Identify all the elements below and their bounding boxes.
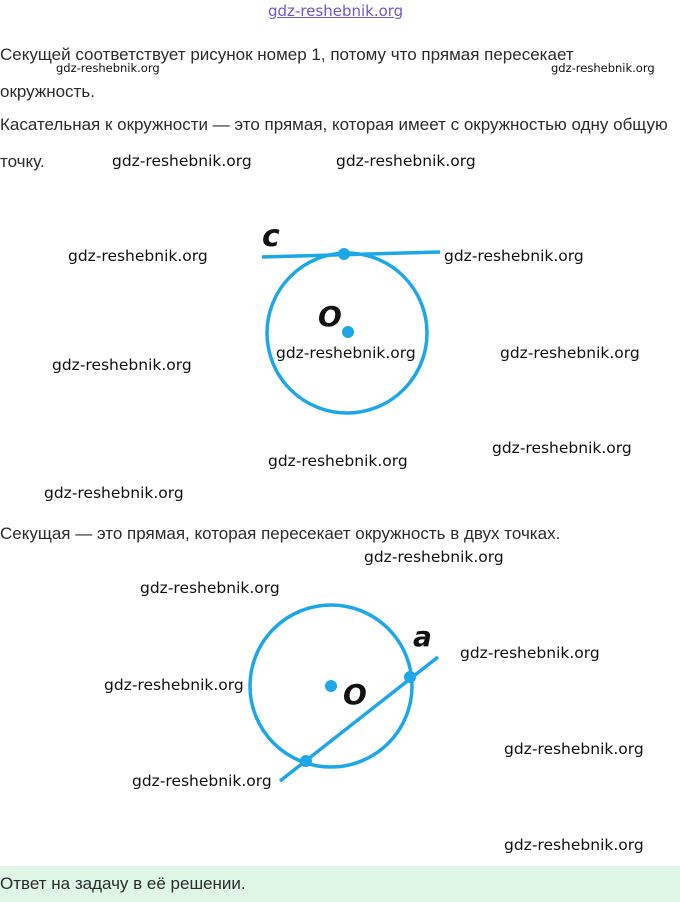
label-c: c xyxy=(262,219,280,254)
label-a: a xyxy=(413,620,432,653)
figure-tangent xyxy=(262,219,440,413)
intersection-point-1 xyxy=(404,671,416,683)
watermark: gdz-reshebnik.org xyxy=(104,676,244,694)
watermark: gdz-reshebnik.org xyxy=(500,344,640,362)
watermark: gdz-reshebnik.org xyxy=(460,644,600,662)
paragraph-secant-definition: Секущая — это прямая, которая пересекает окружность в двух точках. xyxy=(0,524,561,543)
label-o-1: O xyxy=(318,300,342,333)
watermark: gdz-reshebnik.org xyxy=(68,247,208,265)
watermark: gdz-reshebnik.org xyxy=(492,439,632,457)
watermark: gdz-reshebnik.org xyxy=(56,61,160,75)
watermark: gdz-reshebnik.org xyxy=(551,61,655,75)
watermark: gdz-reshebnik.org xyxy=(132,772,272,790)
label-o-2: O xyxy=(343,678,367,711)
watermark: gdz-reshebnik.org xyxy=(268,452,408,470)
watermark: gdz-reshebnik.org xyxy=(504,836,644,854)
watermark: gdz-reshebnik.org xyxy=(444,247,584,265)
watermark: gdz-reshebnik.org xyxy=(112,152,252,170)
answer-box xyxy=(0,866,680,902)
watermark: gdz-reshebnik.org xyxy=(140,579,280,597)
watermark: gdz-reshebnik.org xyxy=(336,152,476,170)
watermark: gdz-reshebnik.org xyxy=(52,356,192,374)
center-point-1 xyxy=(342,326,354,338)
center-point-2 xyxy=(325,680,337,692)
watermark: gdz-reshebnik.org xyxy=(276,344,416,362)
watermark: gdz-reshebnik.org xyxy=(364,548,504,566)
paragraph-tangent-definition: Касательная к окружности — это прямая, которая имеет с окружностью одну общую точку. xyxy=(0,115,668,171)
watermark: gdz-reshebnik.org xyxy=(44,484,184,502)
answer-text: Ответ на задачу в её решении. xyxy=(0,874,246,893)
intersection-point-2 xyxy=(300,755,312,767)
figure-secant xyxy=(250,605,438,781)
watermark: gdz-reshebnik.org xyxy=(504,740,644,758)
tangent-point xyxy=(338,248,350,260)
tangent-line-c xyxy=(262,252,440,257)
paragraph-secant-answer: Секущей соответствует рисунок номер 1, потому что прямая пересекает окружность. xyxy=(0,45,574,101)
site-link-watermark[interactable]: gdz-reshebnik.org xyxy=(268,2,404,20)
